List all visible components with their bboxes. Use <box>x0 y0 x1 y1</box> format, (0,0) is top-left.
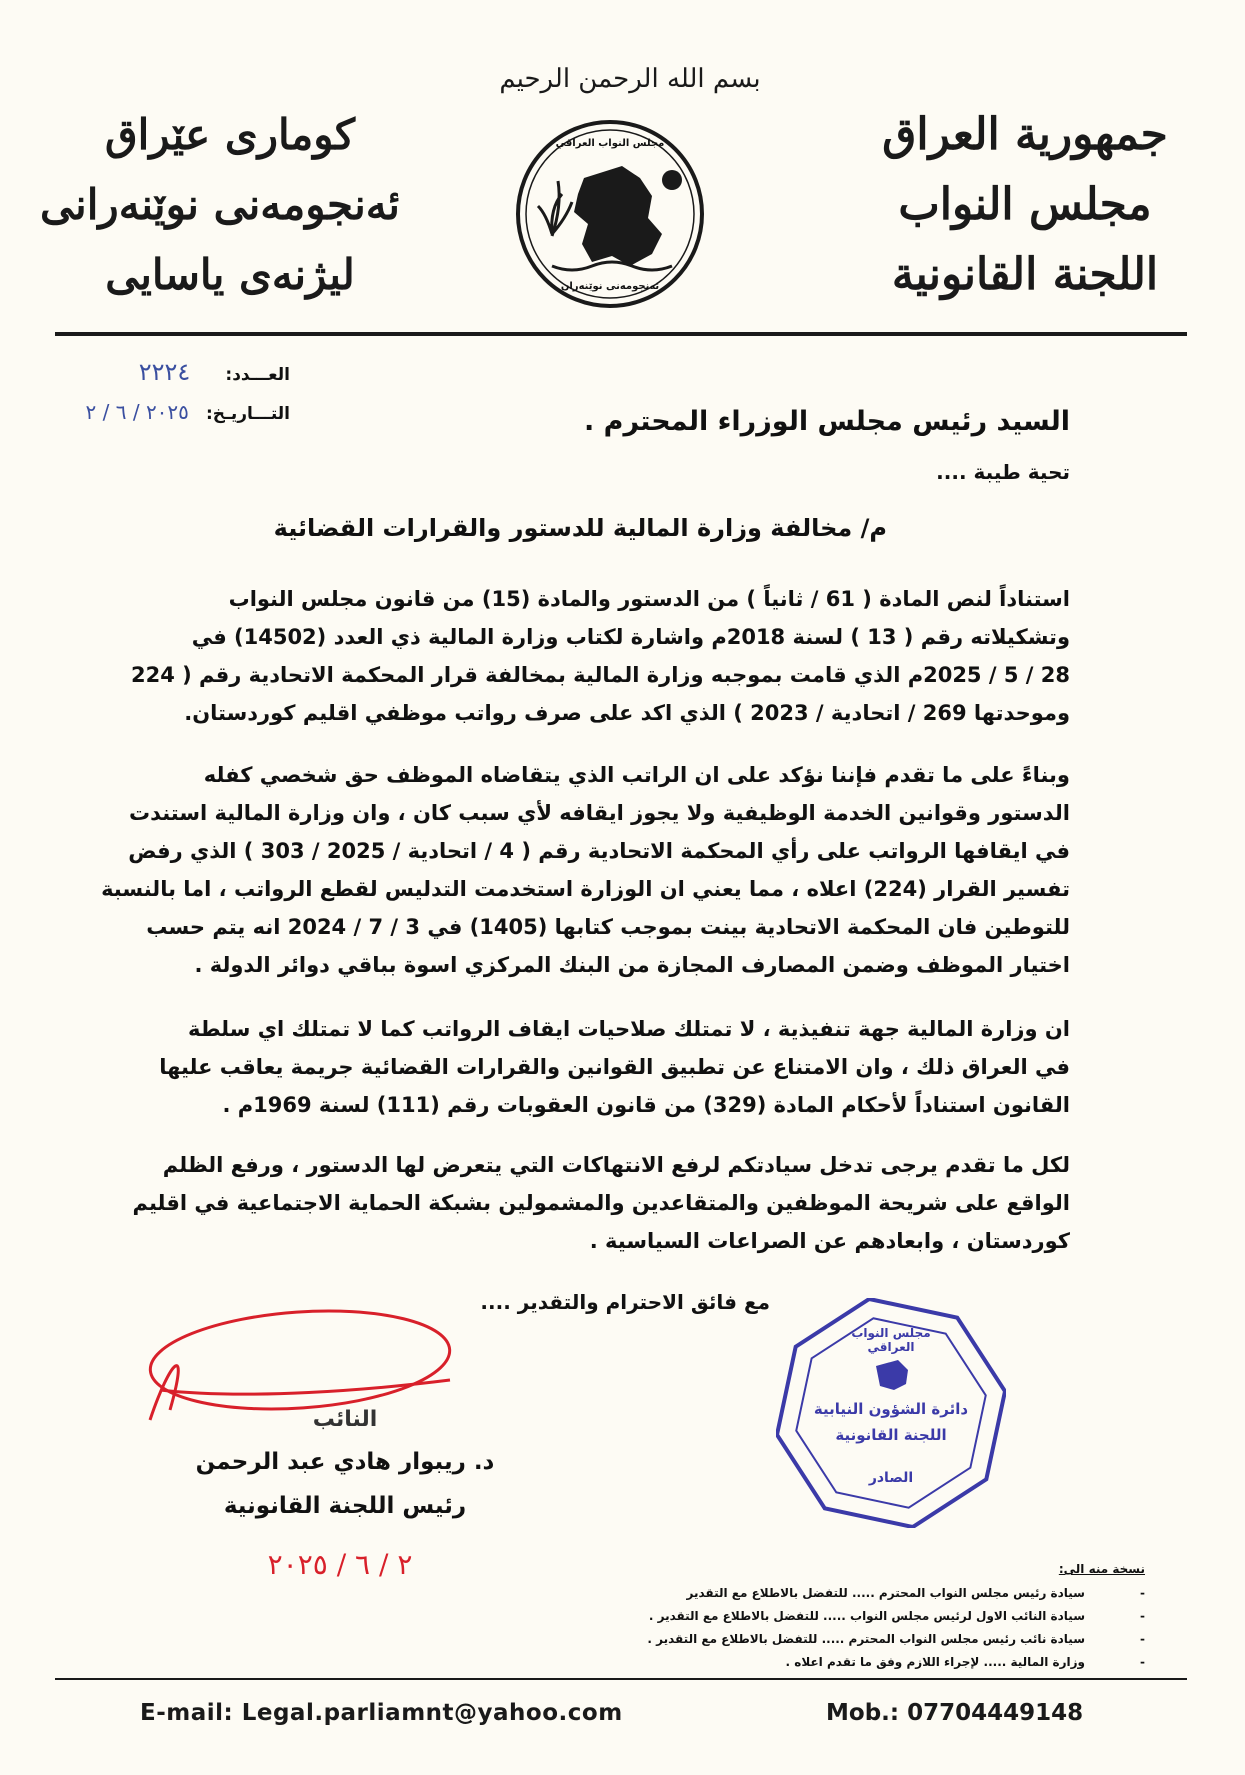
paragraph-3-line: القانون استناداً لأحكام المادة (329) من قانون العقوبات رقم (111) لسنة 1969م . <box>222 1093 1070 1117</box>
header-left-line-3: لیژنەی یاسایی <box>105 250 355 299</box>
copies-heading: نسخة منه الى: <box>1058 1562 1145 1576</box>
paragraph-4-line: الواقع على شريحة الموظفين والمتقاعدين والمشمولين بشبكة الحماية الاجتماعية في اقليم <box>132 1191 1070 1215</box>
list-item: - سيادة نائب رئيس مجلس النواب المحترم ..... للتفضل بالاطلاع مع التقدير . <box>625 1628 1085 1651</box>
signature-name: د. ريبوار هادي عبد الرحمن <box>195 1449 495 1475</box>
signature-block <box>180 1400 510 1528</box>
document-number-value: ٢٢٢٤ <box>138 358 191 386</box>
basmala: بسم الله الرحمن الرحيم <box>499 64 761 94</box>
copies-block <box>625 1562 1145 1674</box>
paragraph-2-line: الدستور وقوانين الخدمة الوظيفية ولا يجوز ايقافه لأي سبب كان ، وان وزارة المالية استندت <box>128 801 1070 825</box>
paragraph-1-line: وموحدتها 269 / اتحادية / 2023 ) الذي اكد على صرف رواتب موظفي اقليم كوردستان. <box>184 701 1070 725</box>
subject: م/ مخالفة وزارة المالية للدستور والقرارات القضائية <box>273 514 887 542</box>
header-divider <box>55 332 1187 336</box>
header-right-line-1: جمهورية العراق <box>882 109 1168 160</box>
paragraph-4-line: لكل ما تقدم يرجى تدخل سيادتكم لرفع الانتهاكات التي يتعرض لها الدستور ، ورفع الظلم <box>162 1153 1070 1177</box>
paragraph-3 <box>159 1010 1070 1124</box>
emblem-top-text: مجلس النواب العراقي <box>555 138 665 149</box>
paragraph-2-line: وبناءً على ما تقدم فإننا نؤكد على ان الراتب الذي يتقاضاه الموظف حق شخصي كفله <box>203 763 1070 787</box>
parliament-emblem <box>512 116 708 312</box>
header-right-line-2: مجلس النواب <box>898 179 1152 230</box>
paragraph-3-line: في العراق ذلك ، وان الامتناع عن تطبيق القوانين والقرارات القضائية جريمة يعاقب عليها <box>159 1055 1070 1079</box>
header-left-line-1: كوماری عێراق <box>105 110 355 159</box>
stamp-outer-text: مجلس النواب العراقي <box>851 1326 931 1354</box>
list-item: - سيادة رئيس مجلس النواب المحترم ..... للتفضل بالاطلاع مع التقدير <box>625 1582 1085 1605</box>
stamp-bottom-text: الصادر <box>868 1470 914 1486</box>
handwritten-date: ٢ / ٦ / ٢٠٢٥ <box>267 1548 413 1581</box>
paragraph-2-line: تفسير القرار (224) اعلاه ، مما يعني ان الوزارة استخدمت التدليس لقطع الرواتب ، اما بالنسبة <box>101 877 1070 901</box>
signature-title: النائب <box>312 1407 378 1432</box>
official-stamp <box>776 1298 1006 1528</box>
header-right <box>855 100 1195 310</box>
paragraph-2-line: اختيار الموظف وضمن المصارف المجازة من البنك المركزي اسوة بباقي دوائر الدولة . <box>194 953 1070 977</box>
document-date-label: التـــاريـخ: <box>206 404 290 424</box>
recipient: السيد رئيس مجلس الوزراء المحترم . <box>584 406 1070 437</box>
signature-role: رئيس اللجنة القانونية <box>223 1493 467 1519</box>
header-left-line-2: ئەنجومەنی نوێنەرانی <box>40 180 400 229</box>
paragraph-1-line: استناداً لنص المادة ( 61 / ثانياً ) من الدستور والمادة (15) من قانون مجلس النواب <box>228 587 1070 611</box>
list-item: - وزارة المالية ..... لإجراء اللازم وفق ما تقدم اعلاه . <box>625 1651 1085 1674</box>
document-number-label: العـــدد: <box>225 365 290 385</box>
emblem-bottom-text: ئەنجومەنی نوێنەران <box>560 281 660 292</box>
closing: مع فائق الاحترام والتقدير .... <box>480 1290 770 1314</box>
document-date <box>80 400 290 424</box>
copies-list <box>625 1582 1145 1674</box>
paragraph-2-line: للتوطين فان المحكمة الاتحادية بينت بموجب كتابها (1405) في 3 / 7 / 2024 انه يتم حسب <box>146 915 1070 939</box>
header-left <box>40 100 400 310</box>
document-number <box>120 358 290 386</box>
paragraph-2-line: في ايقافها الرواتب على رأي المحكمة الاتحادية رقم ( 4 / اتحادية / 2025 / 303 ) الذي رفض <box>128 839 1070 863</box>
stamp-inner-line-1: دائرة الشؤون النيابية <box>813 1400 969 1418</box>
greeting: تحية طيبة .... <box>936 460 1070 484</box>
footer-email[interactable]: E-mail: Legal.parliamnt@yahoo.com <box>140 1700 623 1726</box>
paragraph-2 <box>101 756 1070 984</box>
stamp-inner-line-2: اللجنة القانونية <box>835 1426 947 1444</box>
paragraph-1-line: وتشكيلاته رقم ( 13 ) لسنة 2018م واشارة لكتاب وزارة المالية ذي العدد (14502) في <box>191 625 1070 649</box>
paragraph-4-line: كوردستان ، وابعادهم عن الصراعات السياسية . <box>589 1229 1070 1253</box>
document-date-value: ٢٠٢٥ / ٦ / ٢ <box>85 400 189 424</box>
list-item: - سيادة النائب الاول لرئيس مجلس النواب ..... للتفضل بالاطلاع مع التقدير . <box>625 1605 1085 1628</box>
header-right-line-3: اللجنة القانونية <box>891 249 1159 300</box>
paragraph-1 <box>130 580 1070 732</box>
paragraph-4 <box>132 1146 1070 1260</box>
paragraph-3-line: ان وزارة المالية جهة تنفيذية ، لا تمتلك صلاحيات ايقاف الرواتب كما لا تمتلك اي سلطة <box>187 1017 1070 1041</box>
paragraph-1-line: 28 / 5 / 2025م الذي قامت بموجبه وزارة المالية بمخالفة قرار المحكمة الاتحادية رقم ( 224 <box>130 663 1070 687</box>
footer-mobile: Mob.: 07704449148 <box>826 1700 1084 1726</box>
footer-divider <box>55 1678 1187 1680</box>
